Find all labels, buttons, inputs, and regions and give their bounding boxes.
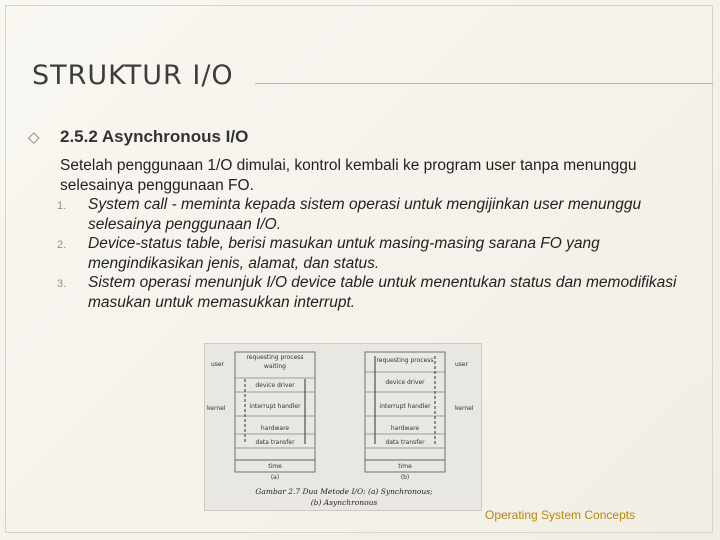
list-item-text: Device-status table, berisi masukan untuk masing-masing sarana FO yang mengindikasikan jenis, alamat, dan status. xyxy=(88,235,600,272)
label-data-transfer-b: data transfer xyxy=(385,439,425,446)
label-time-a: time xyxy=(268,463,282,470)
io-diagram xyxy=(205,344,482,511)
label-user-b: user xyxy=(455,361,469,368)
slide-body xyxy=(57,156,700,312)
section-heading: 2.5.2 Asynchronous I/O xyxy=(60,127,249,146)
asynchronous-panel xyxy=(365,352,474,481)
label-interrupt-handler-b: interrupt handler xyxy=(379,403,431,410)
list-item-text: Sistem operasi menunjuk I/O device table untuk menentukan status dan memodifikasi masukan untuk memasukkan interrupt. xyxy=(88,274,677,311)
figure-caption-line2: (b) Asynchronous xyxy=(310,498,378,507)
list-item xyxy=(57,234,700,273)
label-waiting-a: waiting xyxy=(264,363,286,370)
label-interrupt-handler-a: interrupt handler xyxy=(249,403,301,410)
slide-title: STRUKTUR I/O xyxy=(32,60,234,91)
list-number: 3. xyxy=(57,278,67,290)
numbered-list xyxy=(57,195,700,312)
label-sub-b: (b) xyxy=(400,474,410,481)
footer-source-link[interactable]: Operating System Concepts xyxy=(485,508,636,522)
figure-caption-line1: Gambar 2.7 Dua Metode I/O: (a) Synchronous; xyxy=(255,487,433,496)
label-user-a: user xyxy=(211,361,225,368)
list-number: 1. xyxy=(57,200,67,212)
label-hardware-b: hardware xyxy=(390,425,420,432)
list-item xyxy=(57,195,700,234)
label-time-b: time xyxy=(398,463,412,470)
list-item xyxy=(57,273,700,312)
label-device-driver-b: device driver xyxy=(385,379,425,386)
list-number: 2. xyxy=(57,239,67,251)
label-kernel-b: kernel xyxy=(455,405,474,412)
hollow-diamond-bullet-icon: ◇ xyxy=(28,129,40,146)
synchronous-panel xyxy=(207,352,315,481)
list-item-text: System call - meminta kepada sistem operasi untuk mengijinkan user menunggu selesainya penggunaan I/O. xyxy=(88,196,642,233)
title-divider xyxy=(255,83,713,84)
label-hardware-a: hardware xyxy=(260,425,290,432)
label-requesting-process-b: requesting process xyxy=(376,357,434,364)
label-data-transfer-a: data transfer xyxy=(255,439,295,446)
label-sub-a: (a) xyxy=(270,474,280,481)
label-requesting-process-a: requesting process xyxy=(246,354,304,361)
label-kernel-a: kernel xyxy=(207,405,226,412)
io-methods-figure xyxy=(204,343,482,511)
label-device-driver-a: device driver xyxy=(255,382,295,389)
intro-paragraph: Setelah penggunaan 1/O dimulai, kontrol kembali ke program user tanpa menunggu selesainya penggunaan FO. xyxy=(60,157,637,194)
